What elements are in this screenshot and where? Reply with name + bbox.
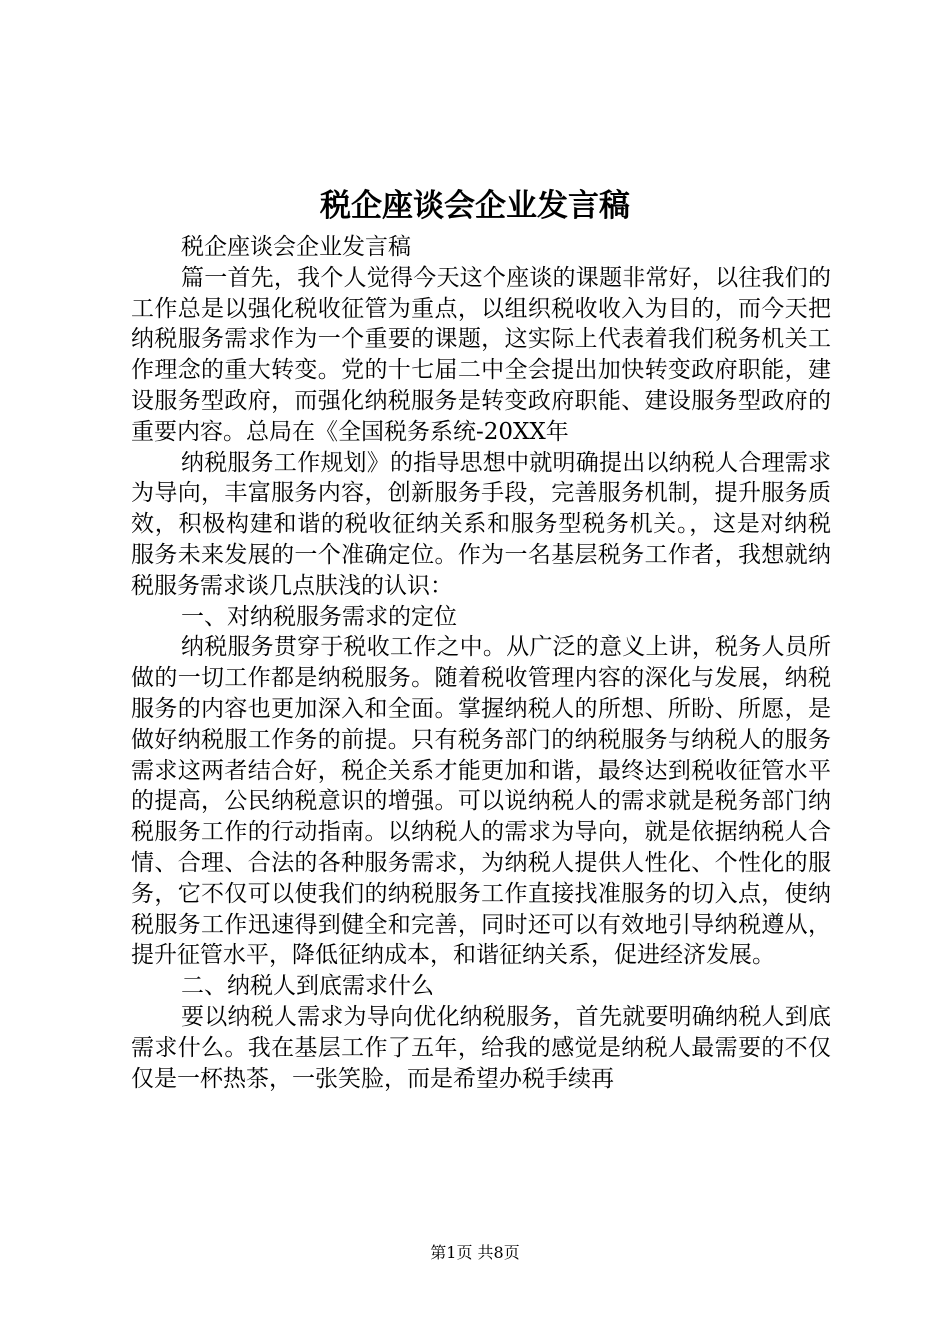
paragraph-subtitle: 税企座谈会企业发言稿 — [181, 234, 411, 260]
document-title: 税企座谈会企业发言稿 — [320, 188, 630, 224]
paragraph-intro: 篇一首先，我个人觉得今天这个座谈的课题非常好，以往我们的工作总是以强化税收征管为重点，以组织税收收入为目的，而今天把纳税服务需求作为一个重要的课题，这实际上代表着我们税务机关工作理念的重大转变。党的十七届二中全会提出加快转变政府职能，建设服务型政府，而强化纳税服务是转变政府职能、建设服务型政府的重要内容。总局在《全国税务系统-20XX年 — [131, 264, 831, 445]
document-body — [131, 232, 831, 1094]
paragraph-positioning: 纳税服务贯穿于税收工作之中。从广泛的意义上讲，税务人员所做的一切工作都是纳税服务。随着税收管理内容的深化与发展，纳税服务的内容也更加深入和全面。掌握纳税人的所想、所盼、所愿，是做好纳税服工作务的前提。只有税务部门的纳税服务与纳税人的服务需求这两者结合好，税企关系才能更加和谐，最终达到税收征管水平的提高，公民纳税意识的增强。可以说纳税人的需求就是税务部门纳税服务工作的行动指南。以纳税人的需求为导向，就是依据纳税人合情、合理、合法的各种服务需求，为纳税人提供人性化、个性化的服务，它不仅可以使我们的纳税服务工作直接找准服务的切入点，使纳税服务工作迅速得到健全和完善，同时还可以有效地引导纳税遵从，提升征管水平，降低征纳成本，和谐征纳关系，促进经济发展。 — [131, 634, 831, 969]
section-heading-1: 一、对纳税服务需求的定位 — [181, 603, 457, 630]
section-heading-2: 二、纳税人到底需求什么 — [181, 973, 434, 1000]
page-indicator: 第1页 共8页 — [430, 1243, 520, 1262]
paragraph-needs: 要以纳税人需求为导向优化纳税服务，首先就要明确纳税人到底需求什么。我在基层工作了五年，给我的感觉是纳税人最需要的不仅仅是一杯热茶，一张笑脸，而是希望办税手续再 — [131, 1003, 831, 1092]
paragraph-planning: 纳税服务工作规划》的指导思想中就明确提出以纳税人合理需求为导向，丰富服务内容，创新服务手段，完善服务机制，提升服务质效，积极构建和谐的税收征纳关系和服务型税务机关。，这是对纳税服务未来发展的一个准确定位。作为一名基层税务工作者，我想就纳税服务需求谈几点肤浅的认识： — [131, 449, 831, 599]
